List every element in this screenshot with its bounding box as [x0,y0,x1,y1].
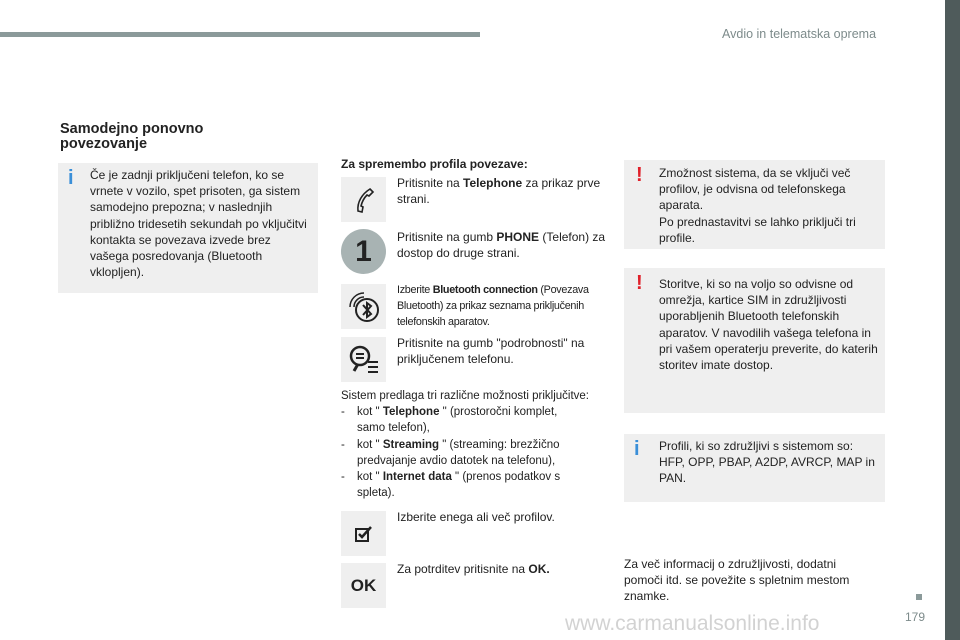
warning-icon: ! [636,164,643,186]
watermark: www.carmanualsonline.info [565,612,820,635]
ok-icon: OK [341,563,386,608]
info-icon: i [634,438,640,460]
checkbox-icon [341,511,386,556]
profile-heading: Za spremembo profila povezave: [341,157,528,171]
warning-box-services: ! Storitve, ki so na voljo so odvisne od omrežja, kartice SIM in združljivosti uporabljenih Bluetooth telefonskih aparatov. V navodilih vašega telefona in pri vašem operaterju preverite, do katerih storitev imate dostop. [624,268,885,413]
step-1: Pritisnite na Telephone za prikaz prve strani. [397,176,601,207]
page-title: Samodejno ponovno povezovanje [60,121,204,152]
step-5: Izberite enega ali več profilov. [397,510,555,524]
step-3: Izberite Bluetooth connection (Povezava Bluetooth) za prikaz seznama priključenih telefonskih aparatov. [397,284,589,328]
bluetooth-icon [341,284,386,329]
header-bar [0,32,480,37]
warning-icon: ! [636,272,643,294]
footer-note: Za več informacij o združljivosti, dodatni pomoči itd. se povežite s spletnim mestom znamke. [624,557,850,604]
info-icon: i [68,167,74,189]
page-number: 179 [905,610,926,624]
side-strip [945,0,960,640]
options-list: Sistem predlaga tri različne možnosti priključitve: - kot " Telephone " (prostoročni komplet, samo telefon), - kot " Streaming " (streaming: brezžično predvajanje avdio datotek na telefonu), - kot " Internet data " (prenos podatkov s spleta). [341,390,589,500]
telephone-icon [341,177,386,222]
info-box-compatible: i Profili, ki so združljivi s sistemom so: HFP, OPP, PBAP, A2DP, AVRCP, MAP in PAN. [624,434,885,502]
step-2: Pritisnite na gumb PHONE (Telefon) za dostop do druge strani. [397,230,606,261]
warning-box-profiles: ! Zmožnost sistema, da se vključi več profilov, je odvisna od telefonskega aparata. Po prednastavitvi se lahko priključi tri profile. [624,160,885,249]
page-marker [916,594,922,600]
step-6: Za potrditev pritisnite na OK. [397,562,550,576]
info-box-reconnect: i Če je zadnji priključeni telefon, ko se vrnete v vozilo, spet prisoten, ga sistem samodejno prepozna; v naslednjih približno tridesetih sekundah po vključitvi kontakta se povezava izvede brez vašega posredovanja (Bluetooth vklopljen). [58,163,318,293]
step-4: Pritisnite na gumb "podrobnosti" na priključenem telefonu. [397,336,585,367]
section-title: Avdio in telematska oprema [722,27,877,41]
number-1-badge: 1 [341,229,386,274]
details-icon [341,337,386,382]
